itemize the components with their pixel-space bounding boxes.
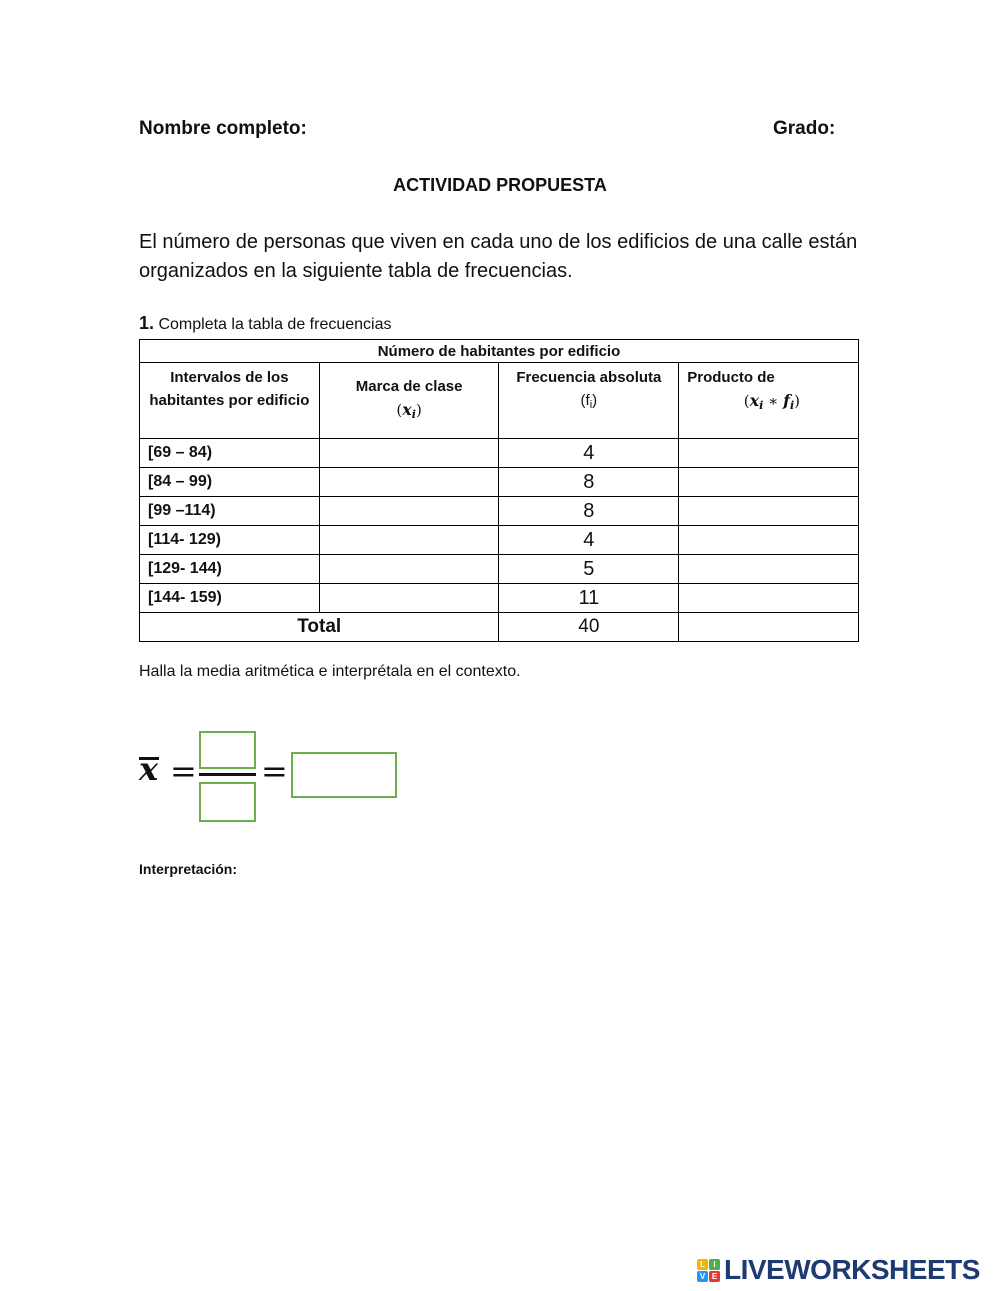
- interval-cell: [69 – 84): [140, 439, 320, 468]
- question-1-number: 1.: [139, 313, 155, 333]
- grade-label: Grado:: [773, 118, 836, 139]
- product-cell[interactable]: [679, 526, 859, 555]
- total-product-cell[interactable]: [679, 613, 859, 642]
- interval-cell: [144- 159): [140, 584, 320, 613]
- class-mark-cell[interactable]: [319, 584, 499, 613]
- frequency-cell: 8: [499, 468, 679, 497]
- table-row: [140, 526, 859, 555]
- header-class-mark-formula: $(x_i)$: [396, 400, 422, 421]
- abs-freq-close: ): [592, 392, 598, 409]
- question-1-text: Completa la tabla de frecuencias: [158, 316, 392, 333]
- product-cell[interactable]: [679, 584, 859, 613]
- fraction-line: [199, 773, 256, 776]
- table-row: [140, 468, 859, 497]
- intro-paragraph: El número de personas que viven en cada uno de los edificios de una calle están organizados en la siguiente tabla de frecuencias.: [139, 231, 858, 282]
- header-class-mark: [319, 363, 499, 439]
- table-row: [140, 497, 859, 526]
- header-product-formula: ($x_i$ ∗ $f_i$): [743, 391, 800, 412]
- abs-freq-subscript: i: [589, 399, 593, 411]
- logo-tile-i: I: [709, 1259, 720, 1270]
- logo-tile-e: E: [709, 1271, 720, 1282]
- table-title: Número de habitantes por edificio: [140, 340, 859, 363]
- product-x-symbol: x: [749, 391, 760, 410]
- class-mark-subscript: i: [411, 408, 416, 421]
- table-row: [140, 439, 859, 468]
- mean-symbol: x: [139, 750, 159, 788]
- frequency-cell: 4: [499, 439, 679, 468]
- mean-instruction: Halla la media aritmética e interprétala en el contexto.: [139, 663, 521, 680]
- frequency-cell: 5: [499, 555, 679, 584]
- equals-sign: =: [170, 752, 197, 790]
- table-row: [140, 584, 859, 613]
- header-intervals: Intervalos de los habitantes por edificio: [140, 363, 320, 439]
- total-row: [140, 613, 859, 642]
- product-x-subscript: i: [759, 399, 764, 412]
- activity-title: ACTIVIDAD PROPUESTA: [393, 175, 607, 195]
- liveworksheets-brand: [697, 1254, 980, 1286]
- full-name-label: Nombre completo:: [139, 118, 307, 139]
- header-abs-frequency-formula: [507, 389, 670, 417]
- product-f-subscript: i: [789, 399, 795, 412]
- interval-cell: [84 – 99): [140, 468, 320, 497]
- denominator-input[interactable]: [199, 782, 256, 822]
- logo-tile-v: V: [697, 1271, 708, 1282]
- class-mark-symbol: x: [402, 400, 412, 419]
- frequency-cell: 4: [499, 526, 679, 555]
- product-f-symbol: f: [783, 391, 790, 410]
- liveworksheets-logo-icon: [697, 1259, 720, 1282]
- header-abs-frequency: [499, 363, 679, 439]
- header-product: [679, 363, 859, 439]
- product-cell[interactable]: [679, 468, 859, 497]
- brand-text: LIVEWORKSHEETS: [724, 1254, 980, 1285]
- product-cell[interactable]: [679, 439, 859, 468]
- header-class-mark-label: Marca de clase: [355, 378, 463, 395]
- abs-freq-symbol: (f: [580, 392, 590, 409]
- class-mark-cell[interactable]: [319, 555, 499, 584]
- interval-cell: [99 –114): [140, 497, 320, 526]
- interpretation-label: Interpretación:: [139, 861, 238, 877]
- question-1: [139, 313, 392, 334]
- table-header-row: [140, 363, 859, 439]
- frequency-table: [139, 339, 859, 642]
- interval-cell: [129- 144): [140, 555, 320, 584]
- header-abs-frequency-label: Frecuencia absoluta: [516, 369, 662, 386]
- frequency-cell: 8: [499, 497, 679, 526]
- class-mark-cell[interactable]: [319, 439, 499, 468]
- interval-cell: [114- 129): [140, 526, 320, 555]
- product-operator: ∗: [763, 392, 784, 410]
- total-frequency: 40: [499, 613, 679, 642]
- product-cell[interactable]: [679, 497, 859, 526]
- equals-sign: =: [261, 752, 288, 790]
- numerator-input[interactable]: [199, 731, 256, 769]
- frequency-cell: 11: [499, 584, 679, 613]
- table-row: [140, 555, 859, 584]
- class-mark-cell[interactable]: [319, 526, 499, 555]
- total-label: Total: [140, 613, 499, 642]
- logo-tile-l: L: [697, 1259, 708, 1270]
- class-mark-cell[interactable]: [319, 497, 499, 526]
- mean-result-input[interactable]: [291, 752, 397, 798]
- table-title-row: [140, 340, 859, 363]
- header-product-label: Producto de: [687, 369, 775, 386]
- class-mark-cell[interactable]: [319, 468, 499, 497]
- product-cell[interactable]: [679, 555, 859, 584]
